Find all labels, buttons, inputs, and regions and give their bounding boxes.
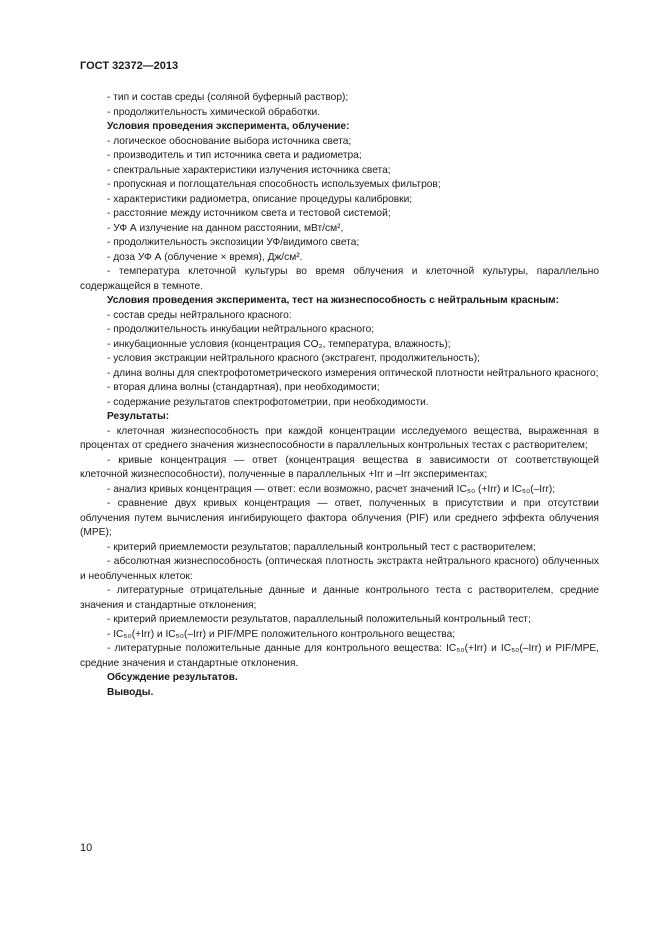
list-item: - литературные положительные данные для контрольного вещества: IC₅₀(+Irr) и IC₅₀(–Irr) и PIF/MPE, средние значения и стандартные отклонения. xyxy=(80,643,599,669)
list-item: - содержание результатов спектрофотометрии, при необходимости. xyxy=(107,396,429,408)
list-item: - литературные отрицательные данные и данные контрольного теста с растворителем, средние значения и стандартные отклонения; xyxy=(80,585,599,611)
document-body xyxy=(80,91,599,700)
list-item: - характеристики радиометра, описание процедуры калибровки; xyxy=(107,193,413,205)
section-heading: Условия проведения эксперимента, облучение: xyxy=(107,121,350,132)
list-item: - температура клеточной культуры во время облучения и клеточной культуры, параллельно содержащейся в темноте. xyxy=(80,266,599,292)
list-item: - УФ А излучение на данном расстоянии, мВт/см², xyxy=(107,222,344,234)
list-item: - продолжительность химической обработки. xyxy=(107,106,321,118)
list-item: - кривые концентрация — ответ (концентрация вещества в зависимости от соответствующей клеточной жизнеспособности), полученные в параллельных +Irr и –Irr экспериментах; xyxy=(80,454,599,480)
list-item: - спектральные характеристики излучения источника света; xyxy=(107,164,391,176)
section-heading: Результаты: xyxy=(107,411,170,422)
section-heading: Условия проведения эксперимента, тест на жизнеспособность с нейтральным красным: xyxy=(107,295,559,306)
list-item: - пропускная и поглощательная способность используемых фильтров; xyxy=(107,179,441,190)
list-item: - производитель и тип источника света и радиометра; xyxy=(107,150,362,161)
list-item: - логическое обоснование выбора источника света; xyxy=(107,135,352,147)
list-item: - анализ кривых концентрация — ответ: если возможно, расчет значений IC₅₀ (+Irr) и IC₅₀(–Irr); xyxy=(107,483,556,495)
list-item: - клеточная жизнеспособность при каждой концентрации исследуемого вещества, выраженная в процентах от среднего значения жизнеспособности в параллельных контрольных тестах с растворителем; xyxy=(80,425,599,451)
list-item: - критерий приемлемости результатов, параллельный положительный контрольный тест; xyxy=(107,614,531,625)
list-item: - инкубационные условия (концентрация CO₂, температура, влажность); xyxy=(107,338,451,350)
list-item: - абсолютная жизнеспособность (оптическая плотность экстракта нейтрального красного) облученных и необлученных клеток: xyxy=(80,556,599,582)
list-item: - состав среды нейтрального красного: xyxy=(107,309,292,321)
list-item: - IC₅₀(+Irr) и IC₅₀(–Irr) и PIF/MPE положительного контрольного вещества; xyxy=(107,628,456,640)
list-item: - критерий приемлемости результатов; параллельный контрольный тест с растворителем; xyxy=(107,541,536,553)
section-heading: Выводы. xyxy=(107,686,154,698)
list-item: - расстояние между источником света и тестовой системой; xyxy=(107,208,391,219)
page-number: 10 xyxy=(80,842,93,854)
list-item: - продолжительность экспозиции УФ/видимого света; xyxy=(107,237,360,248)
list-item: - доза УФ А (облучение × время), Дж/см². xyxy=(107,251,303,263)
list-item: - длина волны для спектрофотометрического измерения оптической плотности нейтрального красного; xyxy=(107,367,599,379)
list-item: - вторая длина волны (стандартная), при необходимости; xyxy=(107,382,380,393)
list-item: - тип и состав среды (соляной буферный раствор); xyxy=(107,92,349,103)
list-item: - сравнение двух кривых концентрация — ответ, полученных в присутствии и при отсутствии облучения путем вычисления ингибирующего фактора облучения (PIF) или среднего эффекта облучения (MPE); xyxy=(80,498,599,538)
list-item: - условия экстракции нейтрального красного (экстрагент, продолжительность); xyxy=(107,353,480,364)
section-heading: Обсуждение результатов. xyxy=(107,672,238,683)
list-item: - продолжительность инкубации нейтрального красного; xyxy=(107,324,375,335)
document-header: ГОСТ 32372—2013 xyxy=(80,60,179,72)
